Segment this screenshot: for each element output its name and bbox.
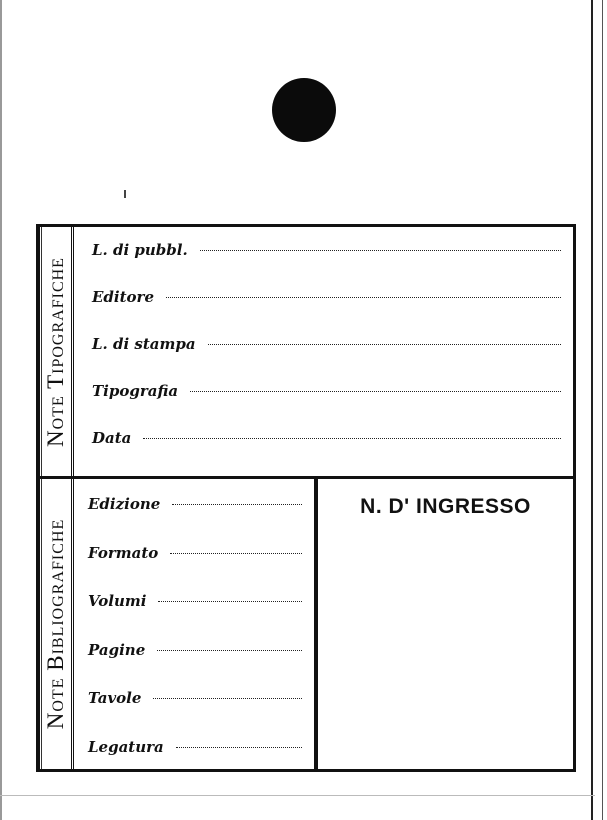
field-label: Volumi [88,592,147,610]
fill-line[interactable] [208,343,561,345]
bibliographic-notes-sidebar [40,479,74,769]
fill-line[interactable] [172,503,302,505]
field-row-plates[interactable] [88,689,302,738]
card-mark [124,190,126,198]
fill-line[interactable] [200,249,561,251]
fill-line[interactable] [158,600,302,602]
accession-number-label: N. D' INGRESSO [360,495,531,518]
field-label: Legatura [88,737,164,756]
field-label: Pagine [88,640,146,659]
field-row-date[interactable] [92,429,561,476]
fill-line[interactable] [176,746,302,748]
fill-line[interactable] [157,649,302,651]
typographic-notes-title: Note Tipografiche [42,256,68,447]
field-label: Formato [88,543,159,562]
field-row-edition[interactable] [88,495,302,544]
field-label: Data [92,429,132,447]
card-form-frame [36,224,576,772]
card-right-edge-outer [602,0,603,820]
field-row-binding[interactable] [88,738,302,787]
field-row-print-place[interactable] [92,335,561,382]
card-bottom-edge [0,795,595,796]
typographic-notes-sidebar [40,227,74,476]
typographic-fields [92,241,561,476]
fill-line[interactable] [170,552,302,554]
bibliographic-notes-title: Note Bibliografiche [42,518,68,730]
field-label: L. di stampa [92,335,196,353]
field-row-format[interactable] [88,544,302,593]
field-label: Tipografia [92,382,179,400]
fill-line[interactable] [190,390,561,392]
field-row-printer[interactable] [92,382,561,429]
field-label: Editore [92,288,154,306]
field-label: L. di pubbl. [92,241,188,259]
card-left-edge [0,0,2,820]
fill-line[interactable] [143,437,561,439]
field-label: Tavole [88,689,142,707]
field-row-publisher[interactable] [92,288,561,335]
bibliographic-notes-section [40,479,573,769]
bibliographic-fields-column [74,479,318,769]
card-right-edge [591,0,593,820]
field-row-volumes[interactable] [88,592,302,641]
fill-line[interactable] [166,296,561,298]
field-row-pages[interactable] [88,641,302,690]
fill-line[interactable] [153,697,302,699]
bibliographic-fields [88,495,302,786]
field-label: Edizione [88,495,161,513]
field-row-publication-place[interactable] [92,241,561,288]
typographic-notes-section [40,227,573,479]
punch-hole [272,78,336,142]
